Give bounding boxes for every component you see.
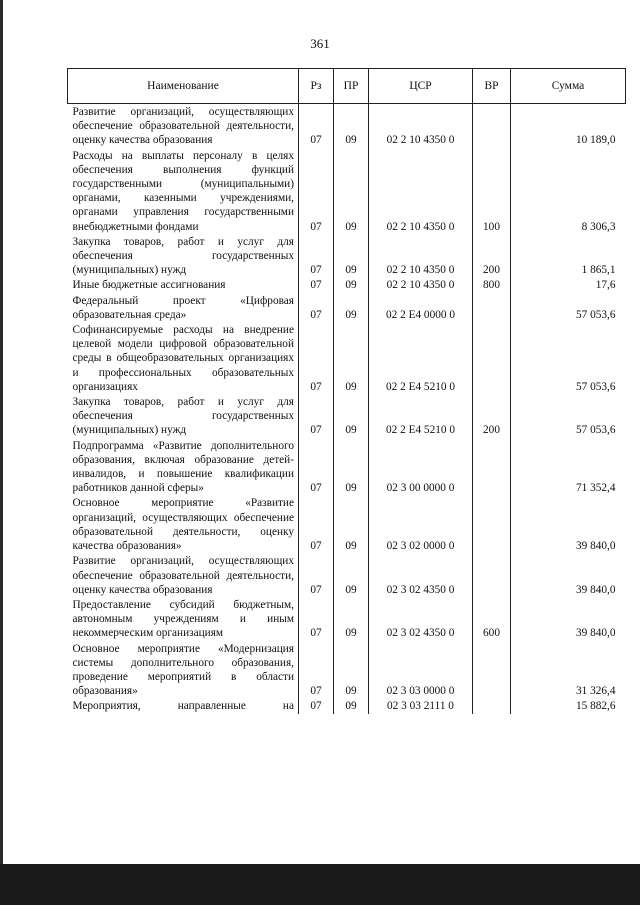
budget-table: [67, 68, 626, 714]
row-rz: 07: [299, 698, 334, 713]
row-vr: [473, 495, 511, 553]
header-csr: ЦСР: [369, 69, 473, 104]
row-sum: 57 053,6: [511, 322, 626, 394]
page-top-margin: [0, 0, 640, 22]
row-sum: 71 352,4: [511, 438, 626, 496]
header-sum: Сумма: [511, 69, 626, 104]
row-pr: 09: [334, 641, 369, 699]
table-header-row: [68, 69, 626, 104]
row-vr: [473, 641, 511, 699]
row-rz: 07: [299, 293, 334, 322]
row-pr: 09: [334, 148, 369, 234]
row-csr: 02 2 10 4350 0: [369, 104, 473, 148]
row-csr: 02 2 10 4350 0: [369, 234, 473, 278]
row-vr: [473, 438, 511, 496]
row-name: Основное мероприятие «Развитие организаций, осуществляющих обеспечение образовательной деятельности, оценку качества образования»: [68, 495, 299, 553]
row-rz: 07: [299, 104, 334, 148]
row-sum: 17,6: [511, 277, 626, 292]
row-name: Федеральный проект «Цифровая образовательная среда»: [68, 293, 299, 322]
row-csr: 02 2 E4 0000 0: [369, 293, 473, 322]
row-pr: 09: [334, 322, 369, 394]
row-rz: 07: [299, 277, 334, 292]
row-sum: 10 189,0: [511, 104, 626, 148]
row-rz: 07: [299, 641, 334, 699]
row-sum: 57 053,6: [511, 394, 626, 438]
header-vr: ВР: [473, 69, 511, 104]
table-row: [68, 495, 626, 553]
table-row: [68, 698, 626, 713]
row-rz: 07: [299, 234, 334, 278]
table-row: [68, 277, 626, 292]
row-sum: 39 840,0: [511, 495, 626, 553]
row-name: Основное мероприятие «Модернизация системы дополнительного образования, проведение мероприятий в области образования»: [68, 641, 299, 699]
row-csr: 02 2 10 4350 0: [369, 148, 473, 234]
table-row: [68, 148, 626, 234]
row-pr: 09: [334, 495, 369, 553]
scan-bottom-edge: [0, 864, 640, 905]
table-row: [68, 641, 626, 699]
row-csr: 02 2 10 4350 0: [369, 277, 473, 292]
row-name: Развитие организаций, осуществляющих обеспечение образовательной деятельности, оценку качества образования: [68, 104, 299, 148]
row-csr: 02 3 02 0000 0: [369, 495, 473, 553]
row-vr: 200: [473, 394, 511, 438]
row-pr: 09: [334, 698, 369, 713]
row-rz: 07: [299, 322, 334, 394]
row-name: Иные бюджетные ассигнования: [68, 277, 299, 292]
row-rz: 07: [299, 394, 334, 438]
row-name: Софинансируемые расходы на внедрение целевой модели цифровой образовательной среды в общеобразовательных организациях и профессиональных образовательных организациях: [68, 322, 299, 394]
table-body: [68, 104, 626, 714]
row-pr: 09: [334, 597, 369, 641]
row-pr: 09: [334, 277, 369, 292]
row-csr: 02 3 02 4350 0: [369, 597, 473, 641]
table-row: [68, 104, 626, 148]
row-rz: 07: [299, 148, 334, 234]
row-pr: 09: [334, 553, 369, 597]
row-sum: 39 840,0: [511, 553, 626, 597]
row-pr: 09: [334, 104, 369, 148]
row-name: Развитие организаций, осуществляющих обеспечение образовательной деятельности, оценку качества образования: [68, 553, 299, 597]
row-name: Предоставление субсидий бюджетным, автономным учреждениям и иным некоммерческим организациям: [68, 597, 299, 641]
scan-left-edge: [0, 0, 3, 868]
row-rz: 07: [299, 438, 334, 496]
row-vr: [473, 698, 511, 713]
row-csr: 02 3 02 4350 0: [369, 553, 473, 597]
header-rz: Рз: [299, 69, 334, 104]
row-csr: 02 3 00 0000 0: [369, 438, 473, 496]
row-vr: 800: [473, 277, 511, 292]
row-vr: 100: [473, 148, 511, 234]
row-sum: 39 840,0: [511, 597, 626, 641]
row-pr: 09: [334, 394, 369, 438]
table-row: [68, 322, 626, 394]
header-name: Наименование: [68, 69, 299, 104]
row-vr: [473, 553, 511, 597]
row-rz: 07: [299, 495, 334, 553]
row-sum: 8 306,3: [511, 148, 626, 234]
row-name: Подпрограмма «Развитие дополнительного образования, включая образование детей-инвалидов, и повышение квалификации работников данной сферы»: [68, 438, 299, 496]
table-row: [68, 293, 626, 322]
row-name: Закупка товаров, работ и услуг для обеспечения государственных (муниципальных) нужд: [68, 234, 299, 278]
row-rz: 07: [299, 597, 334, 641]
row-pr: 09: [334, 234, 369, 278]
row-sum: 31 326,4: [511, 641, 626, 699]
row-rz: 07: [299, 553, 334, 597]
row-vr: [473, 293, 511, 322]
row-vr: 600: [473, 597, 511, 641]
row-name: Мероприятия, направленные на: [68, 698, 299, 713]
table-row: [68, 553, 626, 597]
row-pr: 09: [334, 293, 369, 322]
row-vr: 200: [473, 234, 511, 278]
row-name: Расходы на выплаты персоналу в целях обеспечения выполнения функций государственными (муниципальными) органами, казенными учреждениями, органами управления государственными внебюджетными фондами: [68, 148, 299, 234]
row-name: Закупка товаров, работ и услуг для обеспечения государственных (муниципальных) нужд: [68, 394, 299, 438]
row-sum: 15 882,6: [511, 698, 626, 713]
table-row: [68, 234, 626, 278]
page-number: 361: [310, 36, 330, 51]
row-sum: 57 053,6: [511, 293, 626, 322]
table-row: [68, 597, 626, 641]
row-pr: 09: [334, 438, 369, 496]
header-pr: ПР: [334, 69, 369, 104]
row-csr: 02 3 03 0000 0: [369, 641, 473, 699]
row-csr: 02 2 E4 5210 0: [369, 394, 473, 438]
table-row: [68, 394, 626, 438]
row-vr: [473, 322, 511, 394]
row-csr: 02 2 E4 5210 0: [369, 322, 473, 394]
row-vr: [473, 104, 511, 148]
row-sum: 1 865,1: [511, 234, 626, 278]
row-csr: 02 3 03 2111 0: [369, 698, 473, 713]
table-row: [68, 438, 626, 496]
